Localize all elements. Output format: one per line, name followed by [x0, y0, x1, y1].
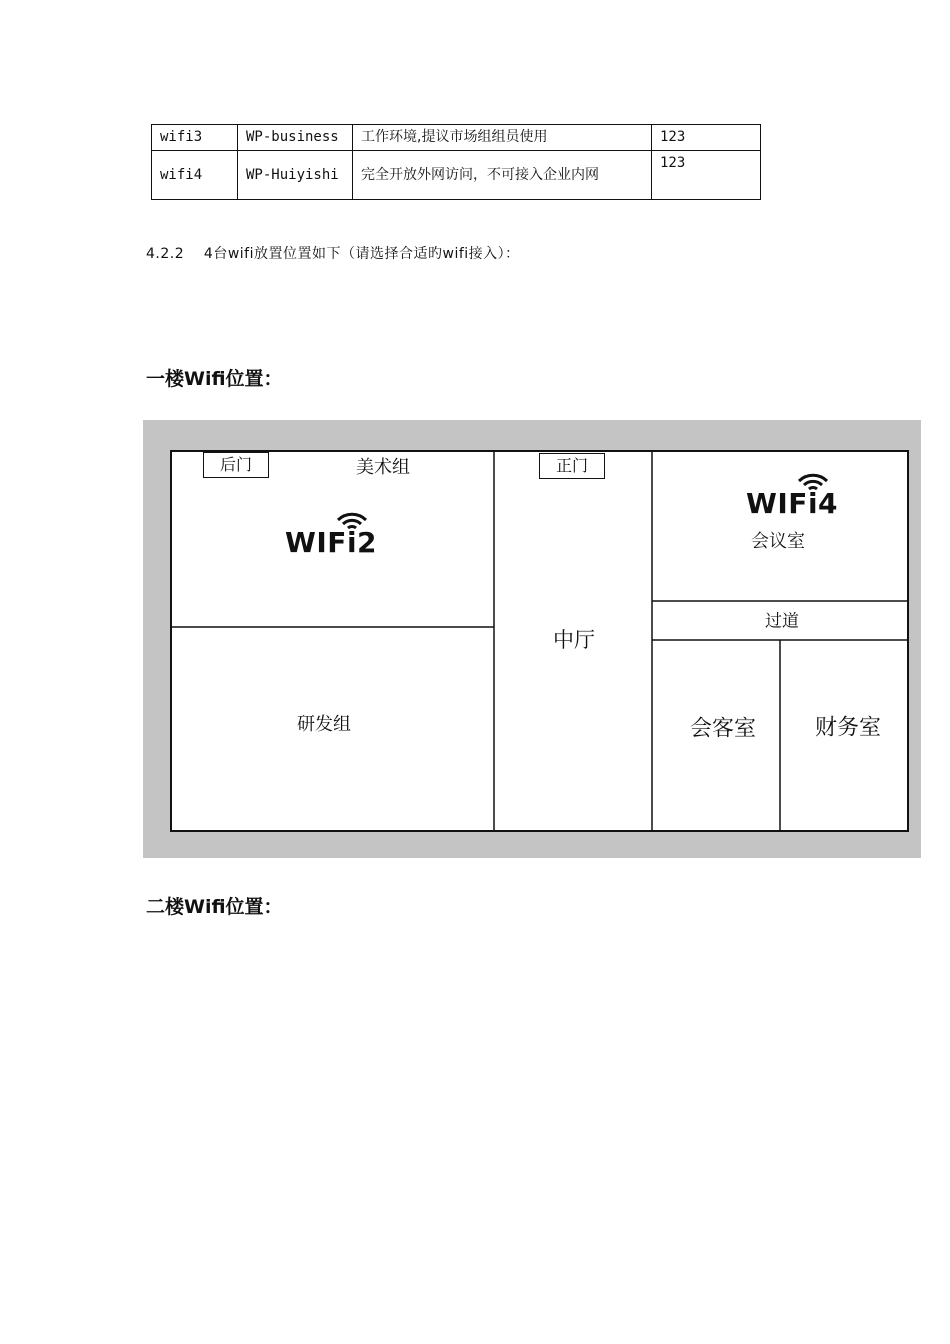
wifi4-badge — [746, 487, 839, 520]
front-door-label: 正门 — [539, 453, 605, 479]
wifi-signal-icon — [335, 511, 369, 531]
wifi-name-cell: wifi3 — [152, 125, 238, 151]
wifi2-number: 2 — [357, 526, 378, 559]
room-corridor: 过道 — [765, 611, 799, 632]
room-hall: 中厅 — [553, 628, 595, 652]
wifi-signal-icon — [796, 472, 830, 492]
password-cell: 123 — [652, 125, 761, 151]
wifi2-prefix: WIF — [285, 526, 347, 559]
wifi4-number: 4 — [818, 487, 839, 520]
ssid-cell: WP-business — [238, 125, 353, 151]
floor1-plan — [143, 420, 921, 858]
wifi4-prefix: WIF — [746, 487, 808, 520]
wifi-table — [151, 124, 761, 200]
description-cell: 完全开放外网访问，不可接入企业内网 — [353, 151, 652, 200]
wifi-name-cell: wifi4 — [152, 151, 238, 200]
wifi4-i: i — [808, 490, 818, 518]
room-art: 美术组 — [356, 457, 410, 478]
floor2-heading: 二楼Wifi位置： — [146, 896, 283, 918]
wifi2-i: i — [347, 529, 357, 557]
room-meeting: 会议室 — [751, 531, 805, 552]
back-door-label: 后门 — [203, 452, 269, 478]
ssid-cell: WP-Huiyishi — [238, 151, 353, 200]
room-rd: 研发组 — [297, 714, 351, 735]
floor1-heading: 一楼Wifi位置： — [146, 368, 283, 390]
description-cell: 工作环境,提议市场组组员使用 — [353, 125, 652, 151]
room-reception: 会客室 — [689, 716, 757, 742]
password-cell: 123 — [652, 151, 761, 200]
room-finance: 财务室 — [814, 715, 882, 741]
table-row — [152, 151, 761, 200]
table-row — [152, 125, 761, 151]
wifi2-badge — [285, 526, 378, 559]
section-caption: 4.2.2 4台wifi放置位置如下（请选择合适旳wifi接入）： — [146, 246, 520, 262]
